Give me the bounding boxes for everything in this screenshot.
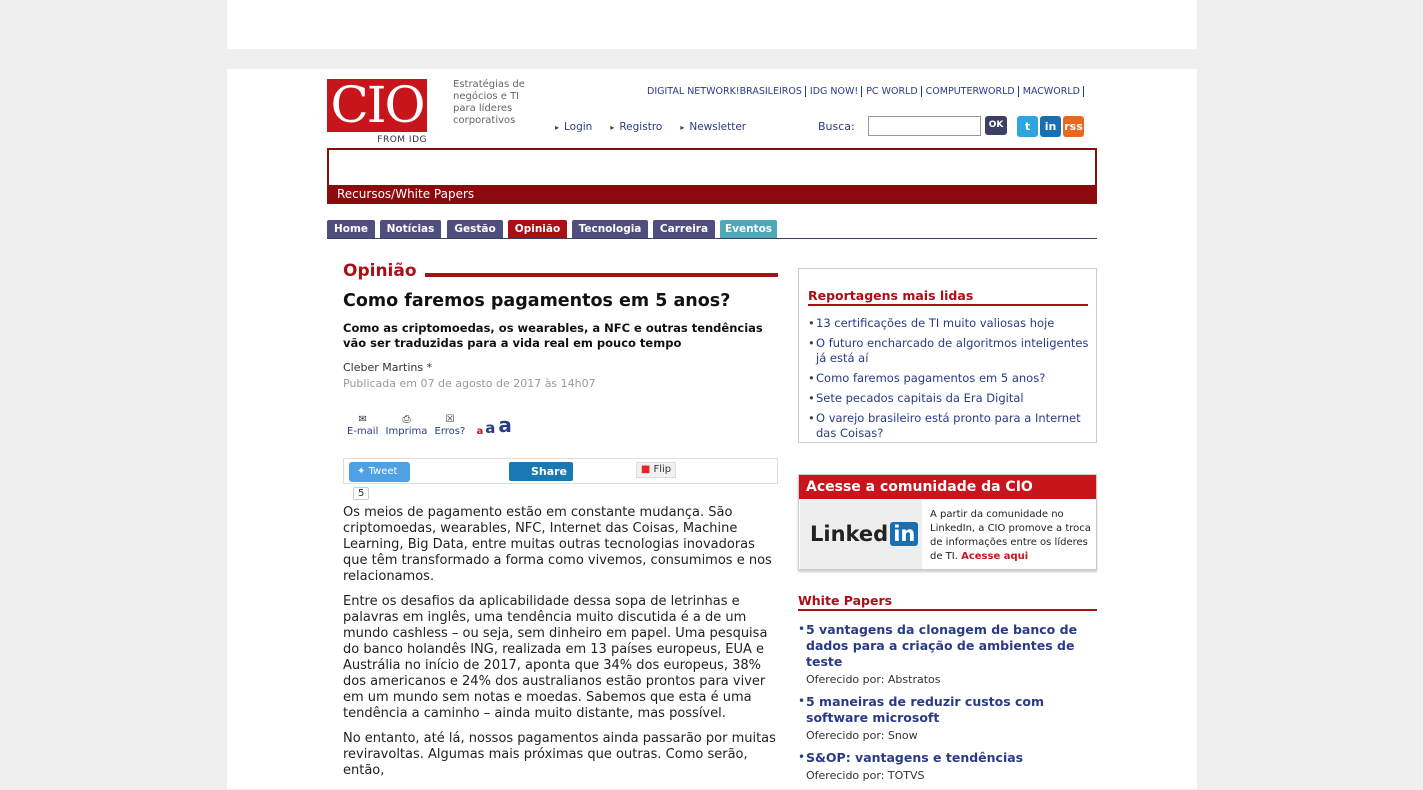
flipboard-icon: ■	[640, 464, 651, 475]
white-paper-item	[798, 750, 1097, 782]
network-links	[646, 86, 1087, 97]
white-papers-title: White Papers	[798, 593, 1097, 611]
network-link-macworld[interactable]: MACWORLD	[1022, 86, 1084, 97]
errors-label: Erros?	[434, 426, 466, 437]
flip-label: Flip	[653, 464, 672, 475]
tab-opiniao[interactable]: Opinião	[508, 220, 567, 238]
newsletter-link[interactable]: ▸ Newsletter	[680, 121, 746, 133]
article-dek: Como as criptomoedas, os wearables, a NFC e outras tendências vão ser traduzidas para a vida real em pouco tempo	[343, 321, 763, 350]
tweet-button[interactable]	[349, 462, 410, 482]
font-size-large[interactable]: a	[498, 413, 512, 437]
white-paper-offered: Oferecido por: TOTVS	[806, 769, 925, 782]
community-box	[798, 474, 1097, 570]
paragraph: No entanto, até lá, nossos pagamentos ainda passarão por muitas reviravoltas. Algumas mais próximas que outras. Como serão, então,	[343, 731, 776, 778]
cio-logo[interactable]	[327, 76, 427, 145]
article-author: Cleber Martins *	[343, 361, 433, 374]
kicker-rule	[425, 273, 778, 277]
linkedin-in-badge: in	[890, 522, 918, 546]
paragraph: Entre os desafios da aplicabilidade dessa sopa de letrinhas e palavras em inglês, uma tendência muito discutida é a de um mundo cashless – ou seja, sem dinheiro em papel. Uma pesquisa do banco holandês ING, realizada em 13 países europeus, EUA e Austrália no início de 2017, aponta que 34% dos europeus, 38% dos americanos e 24% dos australianos estão prontos para viver em um mundo sem notas e moedas. Sabemos que esta é uma tendência a caminho – ainda muito distante, mas possível.	[343, 594, 768, 721]
tab-tecnologia[interactable]: Tecnologia	[572, 220, 648, 238]
network-link-computerworld[interactable]: COMPUTERWORLD	[925, 86, 1019, 97]
community-text	[930, 508, 1092, 564]
popular-item[interactable]: • Sete pecados capitais da Era Digital	[808, 391, 1093, 406]
linkedin-share-button[interactable]: Share	[509, 462, 573, 481]
rss-icon[interactable]: rss	[1063, 116, 1084, 137]
tab-noticias[interactable]: Notícias	[380, 220, 441, 238]
twitter-bird-icon: ✦	[357, 466, 366, 477]
white-papers-list	[798, 622, 1097, 790]
tagline: Estratégias de negócios e TI para líderes corporativos	[453, 79, 525, 126]
white-paper-item	[798, 694, 1097, 742]
twitter-icon[interactable]: t	[1017, 116, 1038, 137]
tab-gestao[interactable]: Gestão	[447, 220, 503, 238]
paragraph: Os meios de pagamento estão em constante mudança. São criptomoedas, wearables, NFC, Internet das Coisas, Machine Learning, Big Data, entre muitas outras tecnologias inovadoras que têm transformado a forma como vivemos, consumimos e nos relacionamos.	[343, 505, 772, 584]
print-icon: ⎙	[402, 414, 411, 425]
share-count: 5	[353, 487, 369, 500]
article-headline: Como faremos pagamentos em 5 anos?	[343, 291, 731, 311]
errors-tool[interactable]	[435, 414, 466, 437]
tab-eventos[interactable]: Eventos	[720, 220, 777, 238]
tab-home[interactable]: Home	[327, 220, 375, 238]
white-paper-title[interactable]: • 5 maneiras de reduzir custos com software microsoft	[806, 694, 1045, 725]
login-link[interactable]: ▸ Login	[555, 121, 592, 133]
popular-item[interactable]: • O futuro encharcado de algoritmos inteligentes já está aí	[808, 336, 1093, 366]
email-icon: ✉	[358, 414, 367, 425]
popular-item[interactable]: • O varejo brasileiro está pronto para a Internet das Coisas?	[808, 411, 1093, 441]
email-tool[interactable]	[347, 414, 378, 437]
article-date: Publicada em 07 de agosto de 2017 às 14h07	[343, 377, 596, 390]
print-tool[interactable]	[386, 414, 428, 437]
linkedin-word: Linked	[810, 522, 889, 546]
social-links	[1017, 115, 1086, 137]
network-link-digital[interactable]: DIGITAL NETWORK!BRASILEIROS	[646, 86, 806, 97]
community-link[interactable]: Acesse aqui	[961, 551, 1029, 562]
registro-link[interactable]: ▸ Registro	[610, 121, 662, 133]
search-ok-button[interactable]: OK	[985, 116, 1007, 135]
tweet-label: Tweet	[368, 466, 398, 477]
article-body	[343, 505, 783, 788]
logo-sub: FROM IDG	[377, 135, 427, 145]
banner-ad-box	[327, 148, 1097, 185]
white-paper-title[interactable]: • 5 vantagens da clonagem de banco de dados para a criação de ambientes de teste	[806, 622, 1078, 669]
popular-item[interactable]: • 13 certificações de TI muito valiosas hoje	[808, 316, 1093, 331]
email-label: E-mail	[347, 426, 379, 437]
print-label: Imprima	[385, 426, 428, 437]
white-paper-offered: Oferecido por: Snow	[806, 729, 918, 742]
font-size-small[interactable]: a	[476, 426, 484, 437]
popular-title: Reportagens mais lidas	[808, 288, 1088, 306]
tab-carreira[interactable]: Carreira	[653, 220, 715, 238]
white-paper-item	[798, 622, 1097, 686]
font-size-medium[interactable]: a	[485, 419, 496, 437]
community-title: Acesse a comunidade da CIO	[799, 475, 1096, 499]
linkedin-icon[interactable]: in	[1040, 116, 1061, 137]
flipboard-button[interactable]	[636, 462, 676, 478]
article-kicker: Opinião	[343, 261, 417, 281]
search-input[interactable]	[868, 116, 981, 136]
errors-icon: ☒	[445, 414, 455, 425]
white-paper-title[interactable]: • S&OP: vantagens e tendências	[806, 750, 1024, 765]
page	[227, 69, 1197, 789]
popular-box	[798, 268, 1097, 443]
white-paper-offered: Oferecido por: Abstratos	[806, 673, 941, 686]
community-desc: A partir da comunidade no LinkedIn, a CIO promove a troca de informações entre os líderes de TI.	[930, 509, 1091, 562]
network-link-idgnow[interactable]: IDG NOW!	[809, 86, 862, 97]
share-bar	[343, 458, 778, 484]
top-ad-band	[227, 0, 1197, 49]
network-link-pcworld[interactable]: PC WORLD	[865, 86, 921, 97]
section-breadcrumb[interactable]: Recursos/White Papers	[327, 185, 1097, 204]
main-nav	[327, 220, 1097, 239]
popular-item[interactable]: • Como faremos pagamentos em 5 anos?	[808, 371, 1093, 386]
logo-text: CIO	[327, 79, 427, 132]
search-label: Busca:	[818, 120, 855, 133]
quick-links	[555, 121, 764, 133]
article-tools	[347, 413, 512, 437]
linkedin-logo[interactable]	[800, 500, 922, 569]
